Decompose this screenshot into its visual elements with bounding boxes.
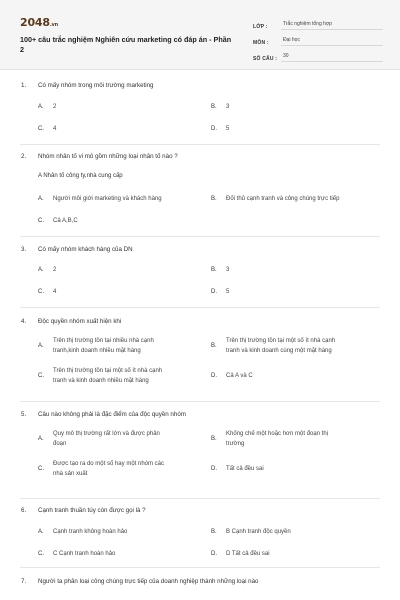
option-text <box>53 336 154 356</box>
option-b[interactable] <box>211 102 376 112</box>
option-letter: D. <box>211 373 217 379</box>
option-text: Cạnh tranh không hoàn hảo <box>53 529 128 535</box>
question-text: Có mấy nhóm khách hàng của DN <box>38 246 133 253</box>
option-letter: D. <box>211 551 217 557</box>
option-text <box>226 336 335 356</box>
option-b[interactable] <box>211 527 376 537</box>
option-text: B Cạnh tranh độc quyền <box>226 529 291 535</box>
option-a[interactable] <box>38 102 203 112</box>
option-text: Người môi giới marketing và khách hàng <box>53 196 162 202</box>
meta-count-row <box>253 49 383 62</box>
option-a[interactable] <box>38 194 203 204</box>
question-number: 1. <box>21 82 27 89</box>
option-text <box>226 429 328 449</box>
option-text: Tất cả đều sai <box>226 466 264 472</box>
option-a[interactable] <box>38 336 203 356</box>
question-text: Câu nào không phải là đặc điểm của độc quyền nhóm <box>38 411 186 418</box>
option-b[interactable] <box>211 194 386 204</box>
meta-class-value: Trắc nghiệm tổng hợp <box>281 21 383 30</box>
option-text: 2 <box>53 104 57 110</box>
question-number: 4. <box>21 318 27 325</box>
option-letter: C. <box>38 126 44 132</box>
option-letter: A. <box>38 436 44 442</box>
option-a[interactable] <box>38 527 203 537</box>
option-text-line: Quy mô thị trường rất lớn và được phân <box>53 431 160 437</box>
question-number: 7. <box>21 578 27 585</box>
meta-subject-label: MÔN : <box>253 40 269 46</box>
option-letter: B. <box>211 529 217 535</box>
logo-main: 2048 <box>20 16 50 29</box>
quiz-meta <box>253 17 383 65</box>
question-divider <box>20 307 380 308</box>
option-text-line: tranh và kinh doanh cùng một mặt hàng <box>226 348 332 354</box>
page-title: 100+ câu trắc nghiệm Nghiên cứu marketing có đáp án - Phần 2 <box>20 35 232 54</box>
question-divider <box>20 144 380 145</box>
meta-subject-row <box>253 33 383 46</box>
option-letter: A. <box>38 267 44 273</box>
question-number: 5. <box>21 411 27 418</box>
meta-count-value: 30 <box>281 53 383 62</box>
option-c[interactable] <box>38 216 203 226</box>
question-number: 3. <box>21 246 27 253</box>
question-number: 2. <box>21 153 27 160</box>
option-text-line: Trên thị trường tồn tại nhiều nhà cạnh <box>53 338 154 344</box>
option-text <box>53 459 164 479</box>
option-text: Đối thủ cạnh tranh và công chúng trực tiếp <box>226 196 340 202</box>
question-divider <box>20 236 380 237</box>
option-c[interactable] <box>38 366 203 386</box>
option-d[interactable] <box>211 464 376 474</box>
logo-sub: .vn <box>49 22 58 28</box>
option-c[interactable] <box>38 287 203 297</box>
option-text: 2 <box>53 267 57 273</box>
option-letter: B. <box>211 343 217 349</box>
option-text-line: tranh và kinh doanh nhiều mặt hàng <box>53 378 149 384</box>
question-text: Cạnh tranh thuần túy còn được gọi là ? <box>38 507 146 514</box>
option-text-line: trường <box>226 441 245 447</box>
option-text: Cả A và C <box>226 373 253 379</box>
option-letter: B. <box>211 436 217 442</box>
option-letter: B. <box>211 196 217 202</box>
option-text: 5 <box>226 289 230 295</box>
option-text: Cả A,B,C <box>53 218 78 224</box>
question-divider <box>20 567 380 568</box>
option-text: 3 <box>226 267 230 273</box>
option-b[interactable] <box>211 265 376 275</box>
option-letter: C. <box>38 218 44 224</box>
option-text: D Tất cả đều sai <box>226 551 270 557</box>
option-letter: C. <box>38 551 44 557</box>
option-text <box>53 366 162 386</box>
option-letter: A. <box>38 104 44 110</box>
option-text: 5 <box>226 126 230 132</box>
option-d[interactable] <box>211 549 376 559</box>
site-logo[interactable] <box>20 16 58 29</box>
option-text-line: Trên thị trường tồn tại một số ít nhà cạnh <box>226 338 336 344</box>
question-divider <box>20 498 380 499</box>
option-text-line: Khống chế một hoặc hơn một đoạn thị <box>226 431 328 437</box>
option-letter: A. <box>38 529 44 535</box>
meta-class-label: LỚP : <box>253 24 268 30</box>
option-b[interactable] <box>211 429 376 449</box>
option-text-line: Trên thị trường tồn tại một số ít nhà cạnh <box>53 368 163 374</box>
option-text-line: tranh,kinh doanh nhiều mặt hàng <box>53 348 141 354</box>
question-number: 6. <box>21 507 27 514</box>
option-letter: B. <box>211 104 217 110</box>
option-letter: D. <box>211 126 217 132</box>
option-a[interactable] <box>38 265 203 275</box>
page-header <box>0 0 400 70</box>
option-b[interactable] <box>211 336 386 356</box>
option-text: 4 <box>53 289 57 295</box>
option-text-line: nhà sản xuất <box>53 471 88 477</box>
option-letter: C. <box>38 466 44 472</box>
question-note: A Nhân tố công ty,nhà cung cấp <box>38 173 123 179</box>
question-text: Độc quyền nhóm xuất hiện khi <box>38 318 122 325</box>
option-d[interactable] <box>211 124 376 134</box>
option-c[interactable] <box>38 124 203 134</box>
option-c[interactable] <box>38 549 203 559</box>
option-text: 4 <box>53 126 57 132</box>
option-text <box>53 429 160 449</box>
meta-subject-value: Đại học <box>281 37 383 46</box>
option-c[interactable] <box>38 459 203 479</box>
option-letter: D. <box>211 289 217 295</box>
option-letter: A. <box>38 343 44 349</box>
option-text: C Cạnh tranh hoàn hảo <box>53 551 116 557</box>
question-text: Có mấy nhóm trong môi trường marketing <box>38 82 154 89</box>
option-letter: D. <box>211 466 217 472</box>
option-text-line: đoạn <box>53 441 67 447</box>
question-text: Người ta phân loại công chúng trực tiếp của doanh nghiệp thành những loại nào <box>38 578 259 585</box>
question-divider <box>20 401 380 402</box>
question-text: Nhóm nhân tố vi mô gồm những loại nhân tố nào ? <box>38 153 178 160</box>
option-letter: C. <box>38 289 44 295</box>
option-text-line: Được tạo ra do một số hay một nhóm các <box>53 461 164 467</box>
option-d[interactable] <box>211 371 376 381</box>
option-text: 3 <box>226 104 230 110</box>
option-d[interactable] <box>211 287 376 297</box>
meta-count-label: SỐ CÂU : <box>253 56 278 62</box>
meta-class-row <box>253 17 383 30</box>
option-letter: B. <box>211 267 217 273</box>
option-letter: A. <box>38 196 44 202</box>
option-letter: C. <box>38 373 44 379</box>
option-a[interactable] <box>38 429 203 449</box>
